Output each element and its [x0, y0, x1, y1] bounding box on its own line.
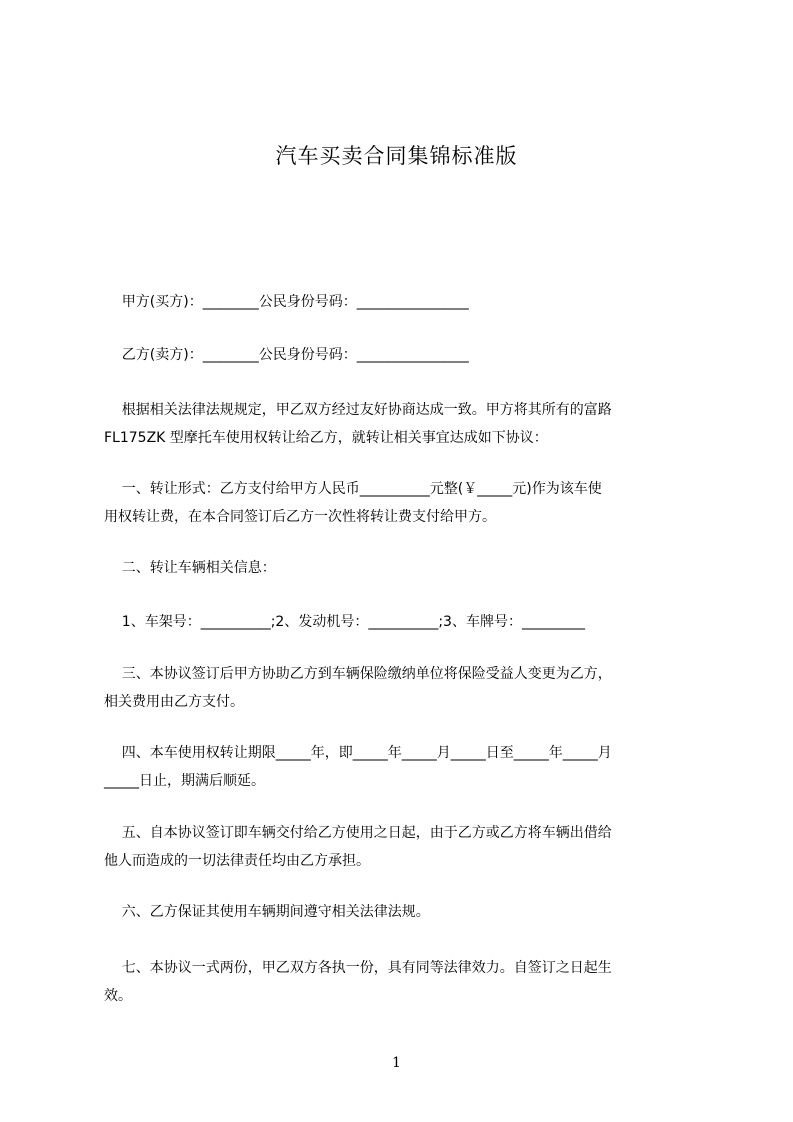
clause-4-line-2: _____日止，期满后顺延。 [104, 773, 265, 789]
page-number: 1 [392, 1055, 401, 1071]
clause-4-paragraph [104, 739, 704, 795]
clause-5-paragraph [104, 819, 704, 875]
intro-paragraph [104, 396, 704, 452]
clause-5-line-2: 他人而造成的一切法律责任均由乙方承担。 [104, 853, 370, 869]
clause-2-details: 1、车架号：__________;2、发动机号：__________;3、车牌号：_________ [104, 614, 585, 630]
clause-3-line-1: 三、本协议签订后甲方协助乙方到车辆保险缴纳单位将保险受益人变更为乙方， [104, 666, 612, 682]
clause-1-paragraph [104, 475, 704, 531]
clause-7-line-2: 效。 [104, 988, 132, 1004]
intro-line-1: 根据相关法律法规规定，甲乙双方经过友好协商达成一致。甲方将其所有的富路 [104, 402, 612, 418]
clause-4-line-1: 四、本车使用权转让期限_____年，即_____年_____月_____日至_____年_____月 [104, 745, 612, 761]
clause-7-paragraph [104, 954, 704, 1010]
clause-3-line-2: 相关费用由乙方支付。 [104, 694, 244, 710]
clause-6-line: 六、乙方保证其使用车辆期间遵守相关法律法规。 [104, 904, 430, 920]
intro-line-2: FL175ZK 型摩托车使用权转让给乙方，就转让相关事宜达成如下协议： [104, 430, 548, 446]
clause-2-heading: 二、转让车辆相关信息： [104, 560, 276, 576]
clause-5-line-1: 五、自本协议签订即车辆交付给乙方使用之日起，由于乙方或乙方将车辆出借给 [104, 825, 612, 841]
clause-1-line-1: 一、转让形式：乙方支付给甲方人民币__________元整(￥_____元)作为该车使 [104, 481, 602, 497]
document-title: 汽车买卖合同集锦标准版 [275, 144, 518, 168]
clause-1-line-2: 用权转让费，在本合同签订后乙方一次性将转让费支付给甲方。 [104, 509, 496, 525]
clause-3-paragraph [104, 660, 704, 716]
clause-7-line-1: 七、本协议一式两份，甲乙双方各执一份，具有同等法律效力。自签订之日起生 [104, 960, 612, 976]
party-b-line: 乙方(卖方)：________公民身份号码：________________ [104, 347, 469, 363]
party-a-line: 甲方(买方)：________公民身份号码：________________ [104, 294, 469, 310]
